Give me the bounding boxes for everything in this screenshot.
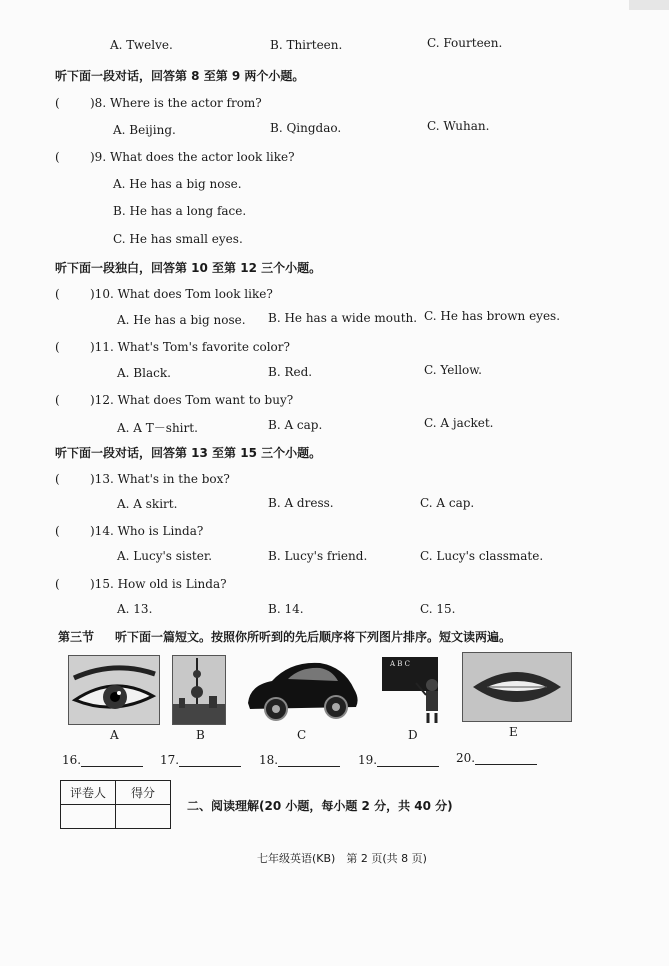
q8-option-c: C. Wuhan. bbox=[427, 119, 490, 133]
q11-stem: )11. What's Tom's favorite color? bbox=[90, 340, 290, 354]
score-table bbox=[60, 780, 171, 829]
picture-tower bbox=[172, 655, 226, 725]
q8-paren: ( bbox=[55, 96, 60, 110]
q9-option-a: A. He has a big nose. bbox=[113, 177, 242, 191]
q8-option-a: A. Beijing. bbox=[113, 123, 176, 137]
q12-stem: )12. What does Tom want to buy? bbox=[90, 393, 294, 407]
q15-stem: )15. How old is Linda? bbox=[90, 577, 227, 591]
q13-option-a: A. A skirt. bbox=[117, 497, 178, 511]
section3-label: 第三节 bbox=[58, 630, 95, 644]
picture-label-a: A bbox=[110, 728, 119, 742]
picture-eye bbox=[68, 655, 160, 725]
q11-option-b: B. Red. bbox=[268, 365, 313, 379]
blank-17-label: 17. bbox=[160, 753, 180, 767]
q12-paren: ( bbox=[55, 393, 60, 407]
section3-instruction: 听下面一篇短文。按照你所听到的先后顺序将下列图片排序。短文读两遍。 bbox=[115, 630, 512, 644]
instruction-10-12: 听下面一段独白，回答第 10 至第 12 三个小题。 bbox=[55, 261, 322, 275]
q10-option-b: B. He has a wide mouth. bbox=[268, 311, 418, 325]
blank-20[interactable] bbox=[456, 751, 537, 765]
blank-18[interactable] bbox=[259, 753, 340, 767]
tv-tower-icon bbox=[173, 656, 225, 724]
score-cell[interactable] bbox=[116, 805, 171, 829]
q10-option-c: C. He has brown eyes. bbox=[424, 309, 561, 323]
q14-option-c: C. Lucy's classmate. bbox=[420, 549, 544, 563]
picture-label-e: E bbox=[509, 725, 518, 739]
q11-option-c: C. Yellow. bbox=[424, 363, 482, 377]
board-text: A B C bbox=[390, 660, 411, 668]
q7-option-b: B. Thirteen. bbox=[270, 38, 343, 52]
q13-option-b: B. A dress. bbox=[268, 496, 334, 510]
instruction-13-15: 听下面一段对话，回答第 13 至第 15 三个小题。 bbox=[55, 446, 322, 460]
blank-20-label: 20. bbox=[456, 751, 476, 765]
q12-option-b: B. A cap. bbox=[268, 418, 323, 432]
instruction-8-9: 听下面一段对话，回答第 8 至第 9 两个小题。 bbox=[55, 69, 305, 83]
eye-icon bbox=[69, 656, 159, 724]
q13-paren: ( bbox=[55, 472, 60, 486]
part2-title: 二、阅读理解(20 小题，每小题 2 分，共 40 分) bbox=[187, 799, 453, 813]
q14-stem: )14. Who is Linda? bbox=[90, 524, 204, 538]
q11-paren: ( bbox=[55, 340, 60, 354]
q12-option-c: C. A jacket. bbox=[424, 416, 494, 430]
q12-option-a: A. A T－shirt. bbox=[117, 421, 198, 435]
picture-label-d: D bbox=[408, 728, 418, 742]
grader-header: 评卷人 bbox=[61, 781, 116, 805]
q15-option-c: C. 15. bbox=[420, 602, 456, 616]
blank-17[interactable] bbox=[160, 753, 241, 767]
q9-option-b: B. He has a long face. bbox=[113, 204, 247, 218]
q14-option-a: A. Lucy's sister. bbox=[117, 549, 213, 563]
page-footer: 七年级英语(KB) 第 2 页(共 8 页) bbox=[257, 852, 427, 865]
page-fold-shadow bbox=[629, 0, 669, 10]
blank-19-label: 19. bbox=[358, 753, 378, 767]
q15-paren: ( bbox=[55, 577, 60, 591]
q9-stem: )9. What does the actor look like? bbox=[90, 150, 295, 164]
blank-18-label: 18. bbox=[259, 753, 279, 767]
blank-16-label: 16. bbox=[62, 753, 82, 767]
picture-label-b: B bbox=[196, 728, 205, 742]
q14-option-b: B. Lucy's friend. bbox=[268, 549, 368, 563]
picture-car bbox=[240, 655, 365, 723]
q10-stem: )10. What does Tom look like? bbox=[90, 287, 273, 301]
score-header: 得分 bbox=[116, 781, 171, 805]
mouth-icon bbox=[463, 653, 571, 721]
q9-paren: ( bbox=[55, 150, 60, 164]
q10-option-a: A. He has a big nose. bbox=[117, 313, 246, 327]
q8-stem: )8. Where is the actor from? bbox=[90, 96, 262, 110]
q7-option-c: C. Fourteen. bbox=[427, 36, 503, 50]
q13-option-c: C. A cap. bbox=[420, 496, 475, 510]
q10-paren: ( bbox=[55, 287, 60, 301]
q15-option-b: B. 14. bbox=[268, 602, 304, 616]
q14-paren: ( bbox=[55, 524, 60, 538]
q8-option-b: B. Qingdao. bbox=[270, 121, 342, 135]
q11-option-a: A. Black. bbox=[117, 366, 171, 380]
q7-option-a: A. Twelve. bbox=[110, 38, 173, 52]
q13-stem: )13. What's in the box? bbox=[90, 472, 230, 486]
blank-19[interactable] bbox=[358, 753, 439, 767]
picture-mouth bbox=[462, 652, 572, 722]
car-icon bbox=[240, 655, 365, 723]
q9-option-c: C. He has small eyes. bbox=[113, 232, 243, 246]
blank-16[interactable] bbox=[62, 753, 143, 767]
picture-label-c: C bbox=[297, 728, 307, 742]
grader-cell[interactable] bbox=[61, 805, 116, 829]
q15-option-a: A. 13. bbox=[117, 602, 153, 616]
